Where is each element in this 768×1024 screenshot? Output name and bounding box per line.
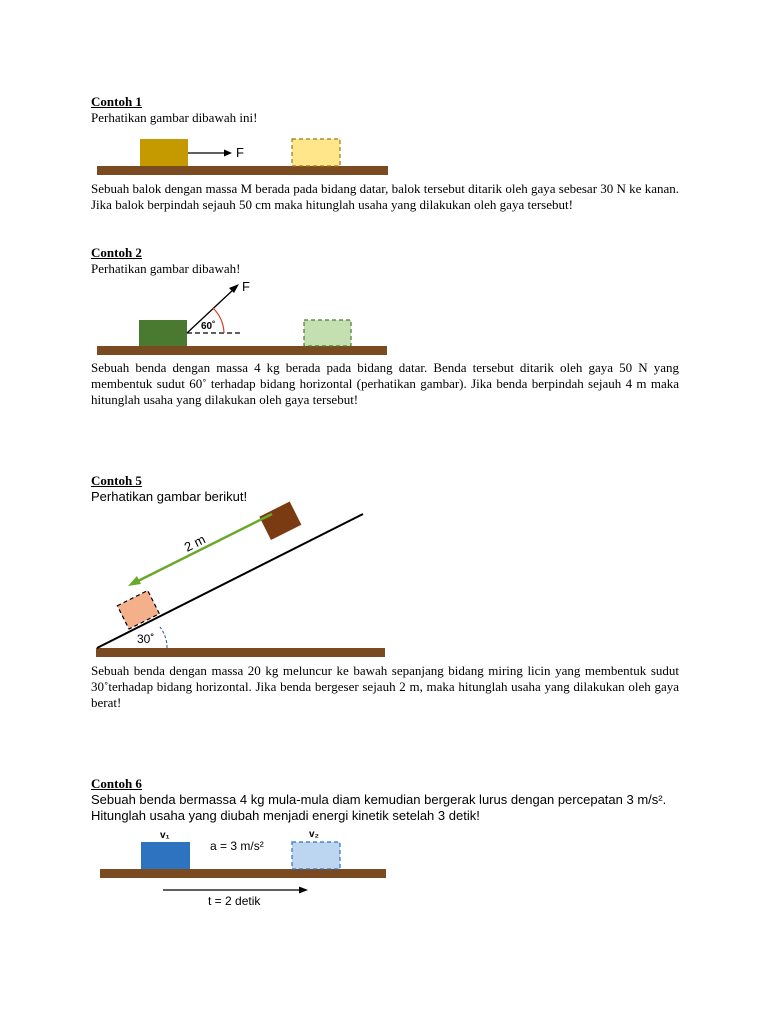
angle-label: 30˚ — [137, 632, 155, 646]
example-2-text: Sebuah benda dengan massa 4 kg berada pada bidang datar. Benda tersebut ditarik oleh gaya 50 N yang membentuk sudut 60˚ terhadap bidang horizontal (perhatikan gambar). Jika benda berpindah sejauh 4 m maka hitunglah usaha yang dilakukan oleh gaya tersebut! — [91, 360, 679, 407]
example-5-intro: Perhatikan gambar berikut! — [91, 489, 248, 504]
acceleration-label: a = 3 m/s² — [210, 839, 264, 853]
block-initial — [141, 842, 190, 869]
ground-surface — [100, 869, 386, 878]
distance-label: 2 m — [181, 531, 208, 555]
example-2-heading: Contoh 2 — [91, 245, 142, 260]
example-1-text: Sebuah balok dengan massa M berada pada bidang datar, balok tersebut ditarik oleh gaya sebesar 30 N ke kanan. Jika balok berpindah sejauh 50 cm maka hitunglah usaha yang dilakukan oleh gaya tersebut! — [91, 181, 679, 212]
example-1-intro: Perhatikan gambar dibawah ini! — [91, 110, 258, 125]
angle-label: 60˚ — [201, 321, 216, 332]
time-arrow-head — [299, 887, 308, 894]
example-6-heading: Contoh 6 — [91, 776, 142, 791]
v1-label: v₁ — [160, 830, 170, 841]
example-5-heading: Contoh 5 — [91, 473, 142, 488]
block-final-position — [292, 842, 340, 869]
time-label: t = 2 detik — [208, 894, 261, 908]
example-1-heading: Contoh 1 — [91, 94, 142, 109]
example-6-text: Sebuah benda bermassa 4 kg mula-mula diam kemudian bergerak lurus dengan percepatan 3 m/s². Hitunglah usaha yang diubah menjadi energi kinetik setelah 3 detik! — [91, 792, 667, 823]
force-label: F — [236, 145, 244, 160]
example-5-text: Sebuah benda dengan massa 20 kg meluncur ke bawah sepanjang bidang miring licin yang membentuk sudut 30˚terhadap bidang horizontal. Jika benda bergeser sejauh 2 m, maka hitunglah usaha yang dilakukan oleh gaya berat! — [91, 663, 679, 710]
example-2-intro: Perhatikan gambar dibawah! — [91, 261, 241, 276]
v2-label: v₂ — [309, 829, 320, 840]
force-label: F — [242, 279, 250, 294]
